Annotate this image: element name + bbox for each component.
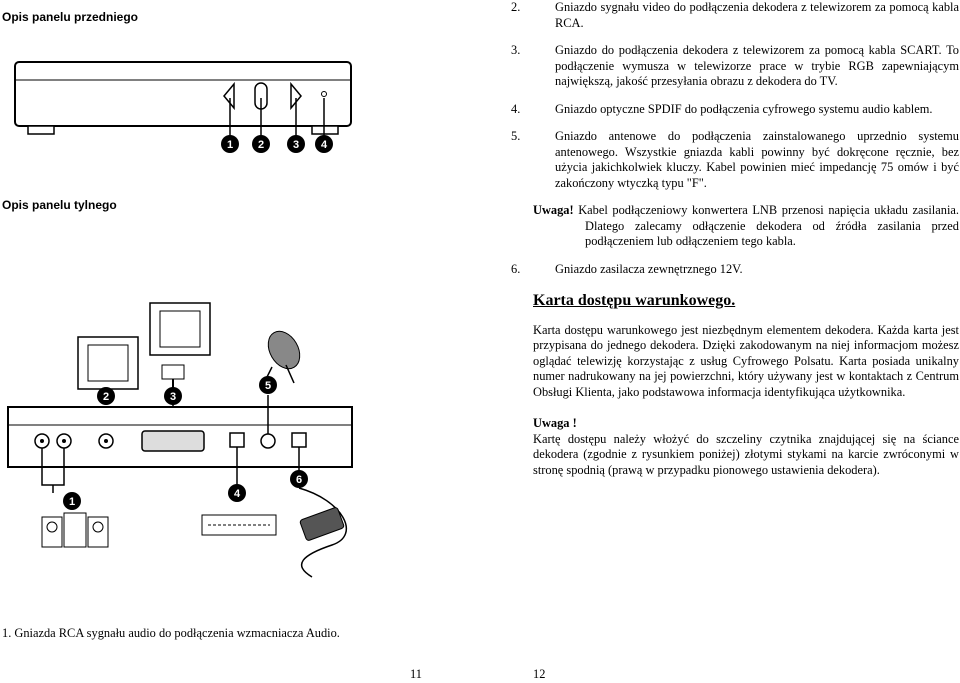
digital-audio-receiver-icon	[202, 515, 276, 535]
decoder-front-body	[15, 62, 351, 126]
svg-text:2: 2	[257, 139, 265, 151]
audio-system-icon	[42, 513, 108, 547]
satellite-dish-icon	[262, 326, 306, 383]
card-section-title: Karta dostępu warunkowego.	[533, 292, 736, 309]
decoder-foot-right	[312, 126, 338, 134]
antenna-socket-icon	[261, 434, 275, 448]
svg-text:4: 4	[320, 139, 328, 151]
rear-panel-heading: Opis panelu tylnego	[2, 198, 117, 212]
rear-callout-2	[97, 387, 115, 405]
rear-panel-diagram	[2, 295, 360, 585]
svg-text:3: 3	[292, 139, 300, 151]
warning-card-label: Uwaga !	[533, 416, 577, 430]
svg-text:6: 6	[295, 474, 303, 486]
list-item: 6. Gniazdo zasilacza zewnętrznego 12V.	[511, 261, 743, 276]
rca-video-socket-icon	[99, 434, 113, 448]
list-item: 2. Gniazdo sygnału video do podłączenia dekodera z telewizorem za pomocą kabla RCA.	[511, 0, 959, 30]
list-item: 5. Gniazdo antenowe do podłączenia zainstalowanego uprzednio systemu antenowego. Wszystkie gniazda kabli powinny być dokręcone ręcznie, bez użycia jakichkolwiek kluczy. Kabel powinien mieć impedancję 75 omów i być zakończony wtyczką typu "F".	[511, 129, 959, 190]
page-number-right: 12	[533, 667, 546, 681]
rear-callout-3	[164, 387, 182, 405]
rear-callout-5	[259, 376, 277, 394]
front-callout-2	[252, 135, 270, 153]
right-content	[511, 0, 959, 478]
front-callout-3	[287, 135, 305, 153]
svg-text:2: 2	[102, 391, 110, 403]
tv-icon	[78, 337, 138, 389]
rca-socket-icon	[57, 434, 71, 448]
spdif-socket-icon	[230, 433, 244, 447]
power-adapter-icon	[299, 488, 346, 577]
svg-text:4: 4	[233, 488, 241, 500]
card-description: Karta dostępu warunkowego jest niezbędnym elementem dekodera. Każda karta jest przypisana do jednego dekodera. Dzięki zakodowanym na niej informacjom możesz oglądać telewizję korzystając z usług Cyfrowego Polsatu. Karta posiada unikalny numer nadrukowany na jej powierzchni, który używany jest w kontaktach z Centrum Obsługi Klienta, jako podstawowa informacja identyfikująca użytkownika.	[533, 322, 959, 399]
warning-card-text: Kartę dostępu należy włożyć do szczeliny czytnika znajdującej się na ściance dekodera (zgodnie z rysunkiem poniżej) złotymi stykami na karcie zwróconymi w stronę spodnią (prawą w przypadku pionowego ustawienia dekodera).	[533, 431, 959, 477]
svg-text:1: 1	[68, 496, 76, 508]
rear-callout-1	[63, 492, 81, 510]
rear-callout-6	[290, 470, 308, 488]
front-panel-diagram	[12, 58, 358, 158]
svg-text:1: 1	[226, 139, 234, 151]
power-socket-icon	[292, 433, 306, 447]
list-item: 4. Gniazdo optyczne SPDIF do podłączenia cyfrowego systemu audio kablem.	[511, 101, 933, 116]
tv-icon	[150, 303, 210, 355]
front-callout-4	[315, 135, 333, 153]
decoder-foot-left	[28, 126, 54, 134]
rear-callout-4	[228, 484, 246, 502]
scart-socket-icon	[142, 431, 204, 451]
warning-lnb: Uwaga! Kabel podłączeniowy konwertera LNB przenosi napięcia układu zasilania. Dlatego zalecamy odłączenie dekodera od źródła zasilania przed podłączeniem lub odłączeniem tego kabla.	[533, 203, 959, 248]
svg-text:5: 5	[264, 380, 272, 392]
front-panel-heading: Opis panelu przedniego	[2, 10, 139, 24]
front-callout-1	[221, 135, 239, 153]
footnote: 1. Gniazda RCA sygnału audio do podłączenia wzmacniacza Audio.	[2, 626, 340, 640]
rca-socket-icon	[35, 434, 49, 448]
page-number-left: 11	[410, 667, 422, 681]
svg-text:3: 3	[169, 391, 177, 403]
list-item: 3. Gniazdo do podłączenia dekodera z telewizorem za pomocą kabla SCART. To podłączenie wymusza w telewizorze prace w trybie RGB zapewniającym największą, jakość przesyłania obrazu z dekodera do TV.	[511, 43, 959, 88]
